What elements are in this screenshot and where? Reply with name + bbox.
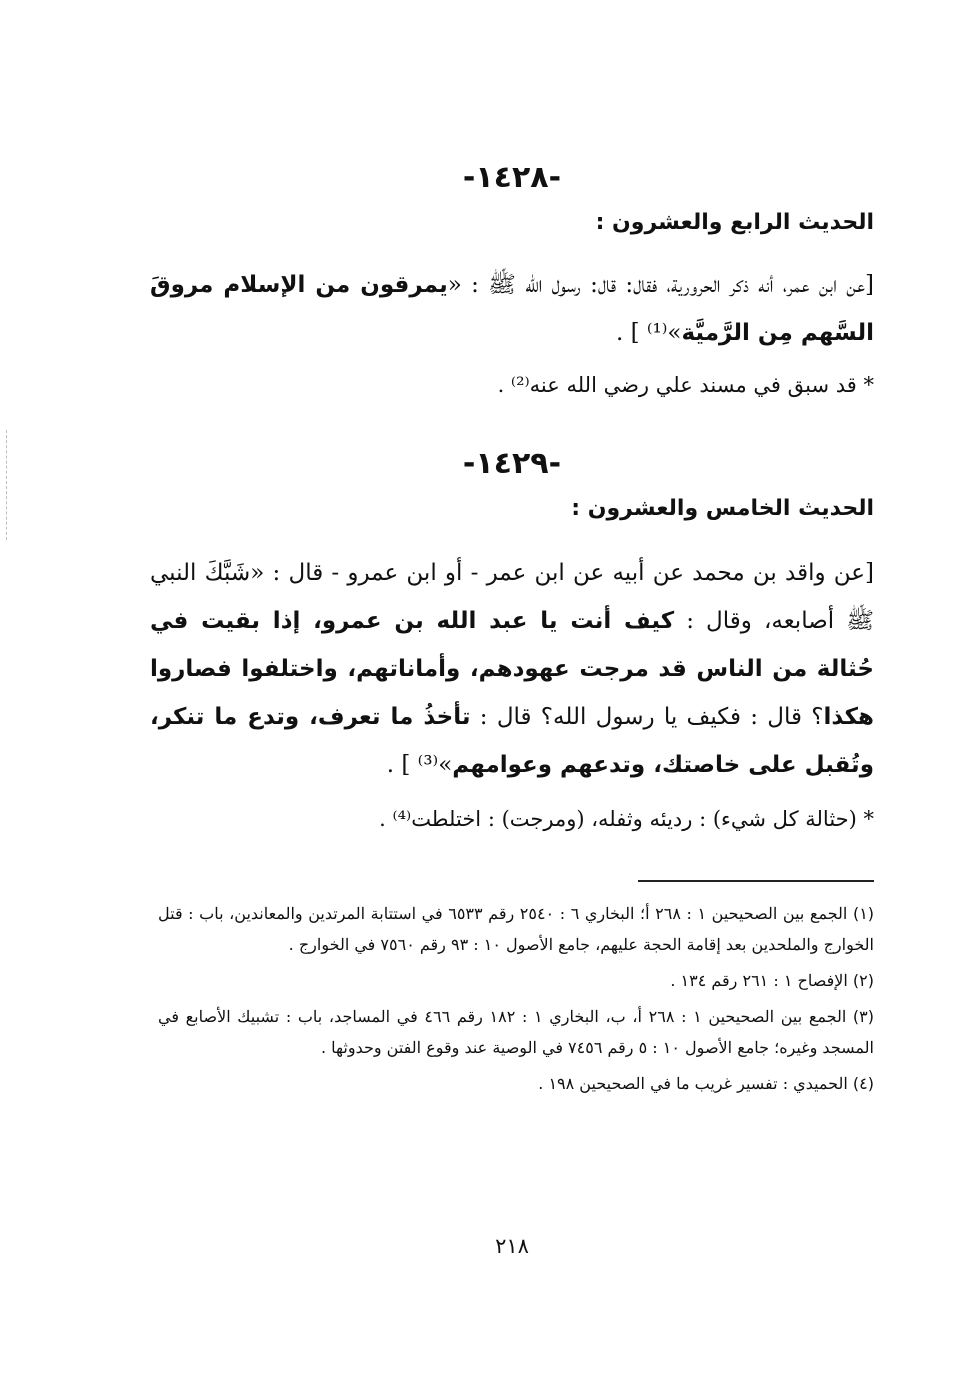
page-number: ٢١٨ [495, 1234, 529, 1258]
hadith-1428-quote: يمرقون من الإسلام مروقَ السَّهم مِن الرَّميَّة [150, 272, 874, 346]
footnote-number: (٢) [852, 971, 874, 990]
hadith-1428-note: * قد سبق في مسند علي رضي الله عنه⁽²⁾ . [497, 373, 874, 397]
footnotes [158, 898, 874, 1104]
hadith-1428-block [150, 210, 874, 405]
footnote-text: الجمع بين الصحيحين ١ : ٢٦٨ أ، ب، البخاري ١ : ١٨٢ رقم ٤٦٦ في المساجد، باب : تشبيك الأصابع في المسجد وغيره؛ جامع الأصول ١٠ : ٥ رقم ٧٤٥٦ في الوصية عند وقوع الفتن وحدوثها . [158, 1007, 874, 1057]
footnote-text: الإفصاح ١ : ٢٦١ رقم ١٣٤ . [670, 971, 848, 990]
hadith-number-1428: -١٤٢٨- [462, 160, 562, 195]
hadith-1429-text [150, 549, 874, 789]
footnote-number: (١) [852, 904, 875, 923]
hadith-1429-text-intro: [عن واقد بن محمد عن أبيه عن ابن عمر - أو ابن عمرو - قال : «شَبَّكَ النبي ﷺ أصابعه، وقال : [150, 560, 874, 634]
footnote-text: الحميدي : تفسير غريب ما في الصحيحين ١٩٨ . [538, 1074, 848, 1093]
hadith-1428-text [150, 261, 874, 357]
hadith-1429-text-end: »⁽³⁾ ] . [386, 752, 453, 778]
footnote-1 [158, 898, 874, 960]
hadith-1428-heading: الحديث الرابع والعشرون : [595, 210, 874, 235]
hadith-1429-note: * (حثالة كل شيء) : رديئه وثفله، (ومرجت) : اختلطت⁽⁴⁾ . [379, 807, 874, 831]
hadith-number-1429: -١٤٢٩- [462, 446, 562, 481]
footnote-4 [158, 1068, 874, 1099]
hadith-1429-quote-2: تأخذُ ما تعرف، وتدع ما تنكر، وتُقبل على خاصتك، وتدعهم وعوامهم [150, 704, 874, 778]
footnote-separator [638, 880, 874, 882]
hadith-1429-text-middle: ؟ قال : فكيف يا رسول الله؟ قال : [470, 704, 824, 730]
hadith-1429-block [150, 496, 874, 839]
hadith-1428-text-end: »⁽¹⁾ ] . [615, 320, 682, 346]
hadith-1428-text-intro: [عن ابن عمر، أنه ذكر الحرورية، فقال: قال: رسول الله ﷺ : « [447, 272, 874, 298]
footnote-number: (٤) [852, 1074, 874, 1093]
footnote-text: الجمع بين الصحيحين ١ : ٢٦٨ أ؛ البخاري ٦ : ٢٥٤٠ رقم ٦٥٣٣ في استتابة المرتدين والمعاندين، باب : قتل الخوارج والملحدين بعد إقامة الحجة عليهم، جامع الأصول ١٠ : ٩٣ رقم ٧٥٦٠ في الخوارج . [158, 904, 874, 954]
scan-margin-mark [6, 430, 7, 540]
footnote-3 [158, 1001, 874, 1063]
footnote-number: (٣) [852, 1007, 875, 1026]
hadith-1429-heading: الحديث الخامس والعشرون : [571, 496, 874, 521]
footnote-2 [158, 965, 874, 996]
hadith-1429-quote-1: كيف أنت يا عبد الله بن عمرو، إذا بقيت في حُثالة من الناس قد مرجت عهودهم، وأماناتهم، واختلفوا فصاروا هكذا [150, 608, 875, 730]
